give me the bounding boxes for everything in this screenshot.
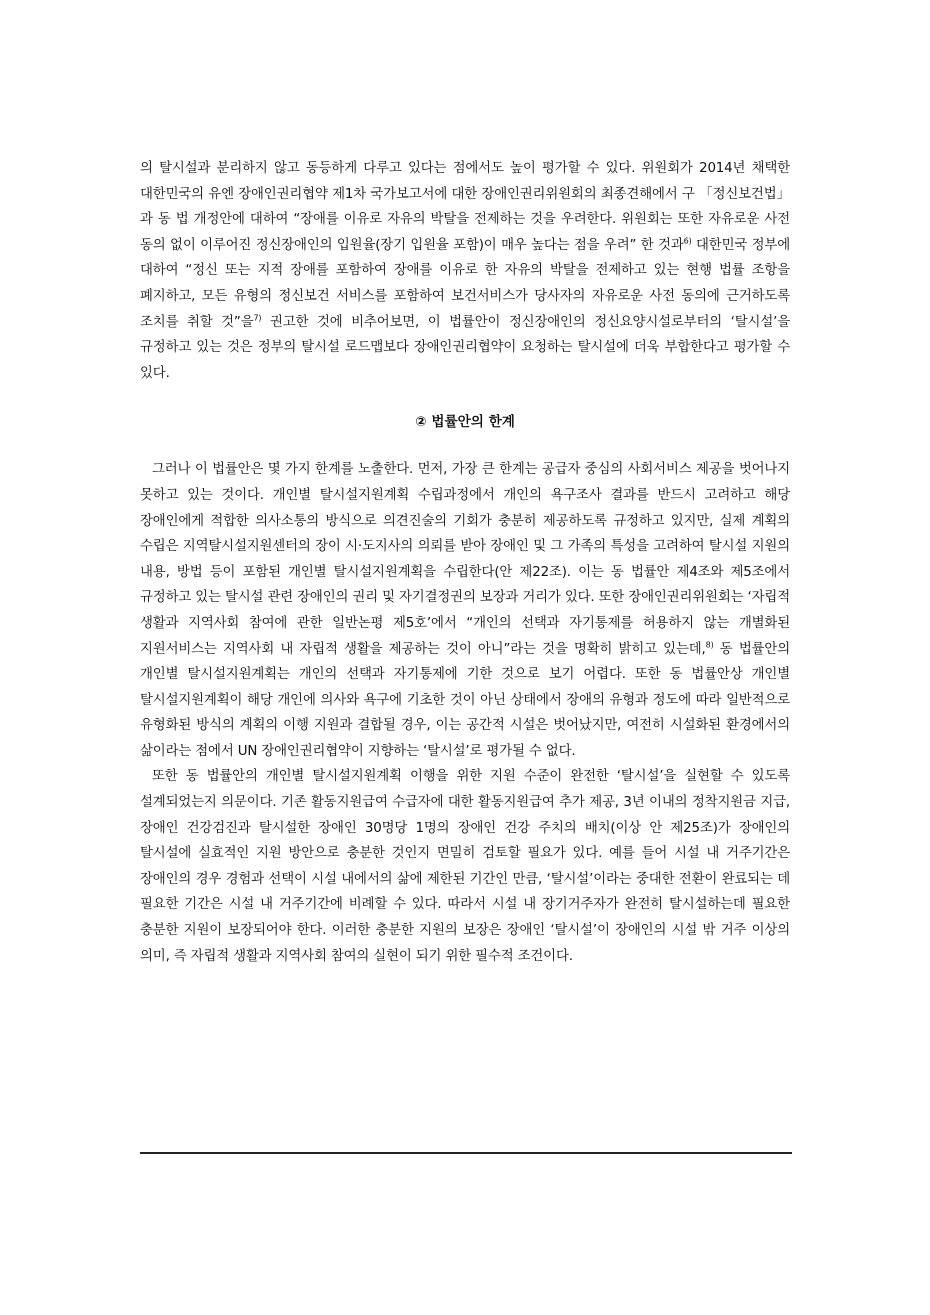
footnote-ref-7[interactable]: 7) [253, 313, 262, 323]
paragraph-2-text-a: 그러나 이 법률안은 몇 가지 한계를 노출한다. 먼저, 가장 큰 한계는 공급자 중심의 사회서비스 제공을 벗어나지 못하고 있는 것이다. 개인별 탈시설지원계획 수립과정에서 개인의 욕구조사 결과를 반드시 고려하고 해당 장애인에게 적합한 의사소통의 방식으로 의견진술의 기회가 충분히 제공하도록 규정하고 있지만, 실제 계획의 수립은 지역탈시설지원센터의 장이 시·도지사의 의뢰를 받아 장애인 및 그 가족의 특성을 고려하여 탈시설 지원의 내용, 방법 등이 포함된 개인별 탈시설지원계획을 수립한다(안 제22조). 이는 동 법률안 제4조와 제5조에서 규정하고 있는 탈시설 관련 장애인의 권리 및 자기결정권의 보장과 거리가 있다. 또한 장애인권리위원회는 ‘자립적 생활과 지역사회 참여에 관한 일반논평 제5호’에서 “개인의 선택과 자기통제를 허용하지 않는 개별화된 지원서비스는 지역사회 내 자립적 생활을 제공하는 것이 아니”라는 것을 명확히 밝히고 있는데, [140, 462, 790, 657]
paragraph-1-text-a: 의 탈시설과 분리하지 않고 동등하게 다루고 있다는 점에서도 높이 평가할 수 있다. 위원회가 2014년 채택한 대한민국의 유엔 장애인권리협약 제1차 국가보고서에 대한 장애인권리위원회의 최종견해에서 구 「정신보건법」과 동 법 개정안에 대하여 “장애를 이유로 자유의 박탈을 전제하는 것을 우려한다. 위원회는 또한 자유로운 사전 동의 없이 이루어진 정신장애인의 입원율(장기 입원율 포함)이 매우 높다는 점을 우려” 한 것과 [140, 161, 790, 253]
footnote-ref-8[interactable]: 8) [705, 640, 714, 650]
paragraph-1-text-c: 권고한 것에 비추어보면, 이 법률안이 정신장애인의 정신요양시설로부터의 ‘탈시설’을 규정하고 있는 것은 정부의 탈시설 로드맵보다 장애인권리협약이 요청하는 탈시설에 더욱 부합한다고 평가할 수 있다. [140, 314, 790, 381]
section-heading: ② 법률안의 한계 [415, 414, 515, 431]
paragraph-limitations [140, 457, 790, 764]
paragraph-continuation [140, 156, 790, 386]
paragraph-support-level: 또한 동 법률안의 개인별 탈시설지원계획 이행을 위한 지원 수준이 완전한 ‘탈시설’을 실현할 수 있도록 설계되었는지 의문이다. 기존 활동지원급여 수급자에 대한 활동지원급여 추가 제공, 3년 이내의 정착지원금 지급, 장애인 건강검진과 탈시설한 장애인 30명당 1명의 장애인 건강 주치의 배치(이상 안 제25조)가 장애인의 탈시설에 실효적인 지원 방안으로 충분한 것인지 면밀히 검토할 필요가 있다. 예를 들어 시설 내 거주기간은 장애인의 경우 경험과 선택이 시설 내에서의 삶에 제한된 기간인 만큼, ‘탈시설’이라는 중대한 전환이 완료되는 데 필요한 기간은 시설 내 거주기간에 비례할 수 있다. 따라서 시설 내 장기거주자가 완전히 탈시설하는데 필요한 충분한 지원이 보장되어야 한다. 이러한 충분한 지원의 보장은 장애인 ‘탈시설’이 장애인의 시설 밖 거주 이상의 의미, 즉 자립적 생활과 지역사회 참여의 실현이 되기 위한 필수적 조건이다. [140, 769, 790, 964]
paragraph-2-text-b: 동 법률안의 개인별 탈시설지원계획는 개인의 선택과 자기통제에 기한 것으로 보기 어렵다. 또한 동 법률안상 개인별 탈시설지원계획이 해당 개인에 의사와 욕구에 기초한 것이 아닌 상태에서 장애의 유형과 정도에 따라 일반적으로 유형화된 방식의 계획의 이행 지원과 결합될 경우, 이는 공간적 시설은 벗어났지만, 여전히 시설화된 환경에서의 삶이라는 점에서 UN 장애인권리협약이 지향하는 ‘탈시설’로 평가될 수 없다. [140, 641, 790, 759]
document-body [140, 156, 790, 969]
footnote-ref-6[interactable]: 6) [683, 236, 692, 246]
paragraph-1-text-b: 대한민국 정부에 대하여 “정신 또는 지적 장애를 포함하여 장애를 이유로 한 자유의 박탈을 전제하고 있는 현행 법률 조항을 폐지하고, 모든 유형의 정신보건 서비스를 포함하여 보건서비스가 당사자의 자유로운 사전 동의에 근거하도록 조치를 취할 것”을 [140, 237, 790, 330]
footnote-divider [140, 1152, 792, 1154]
